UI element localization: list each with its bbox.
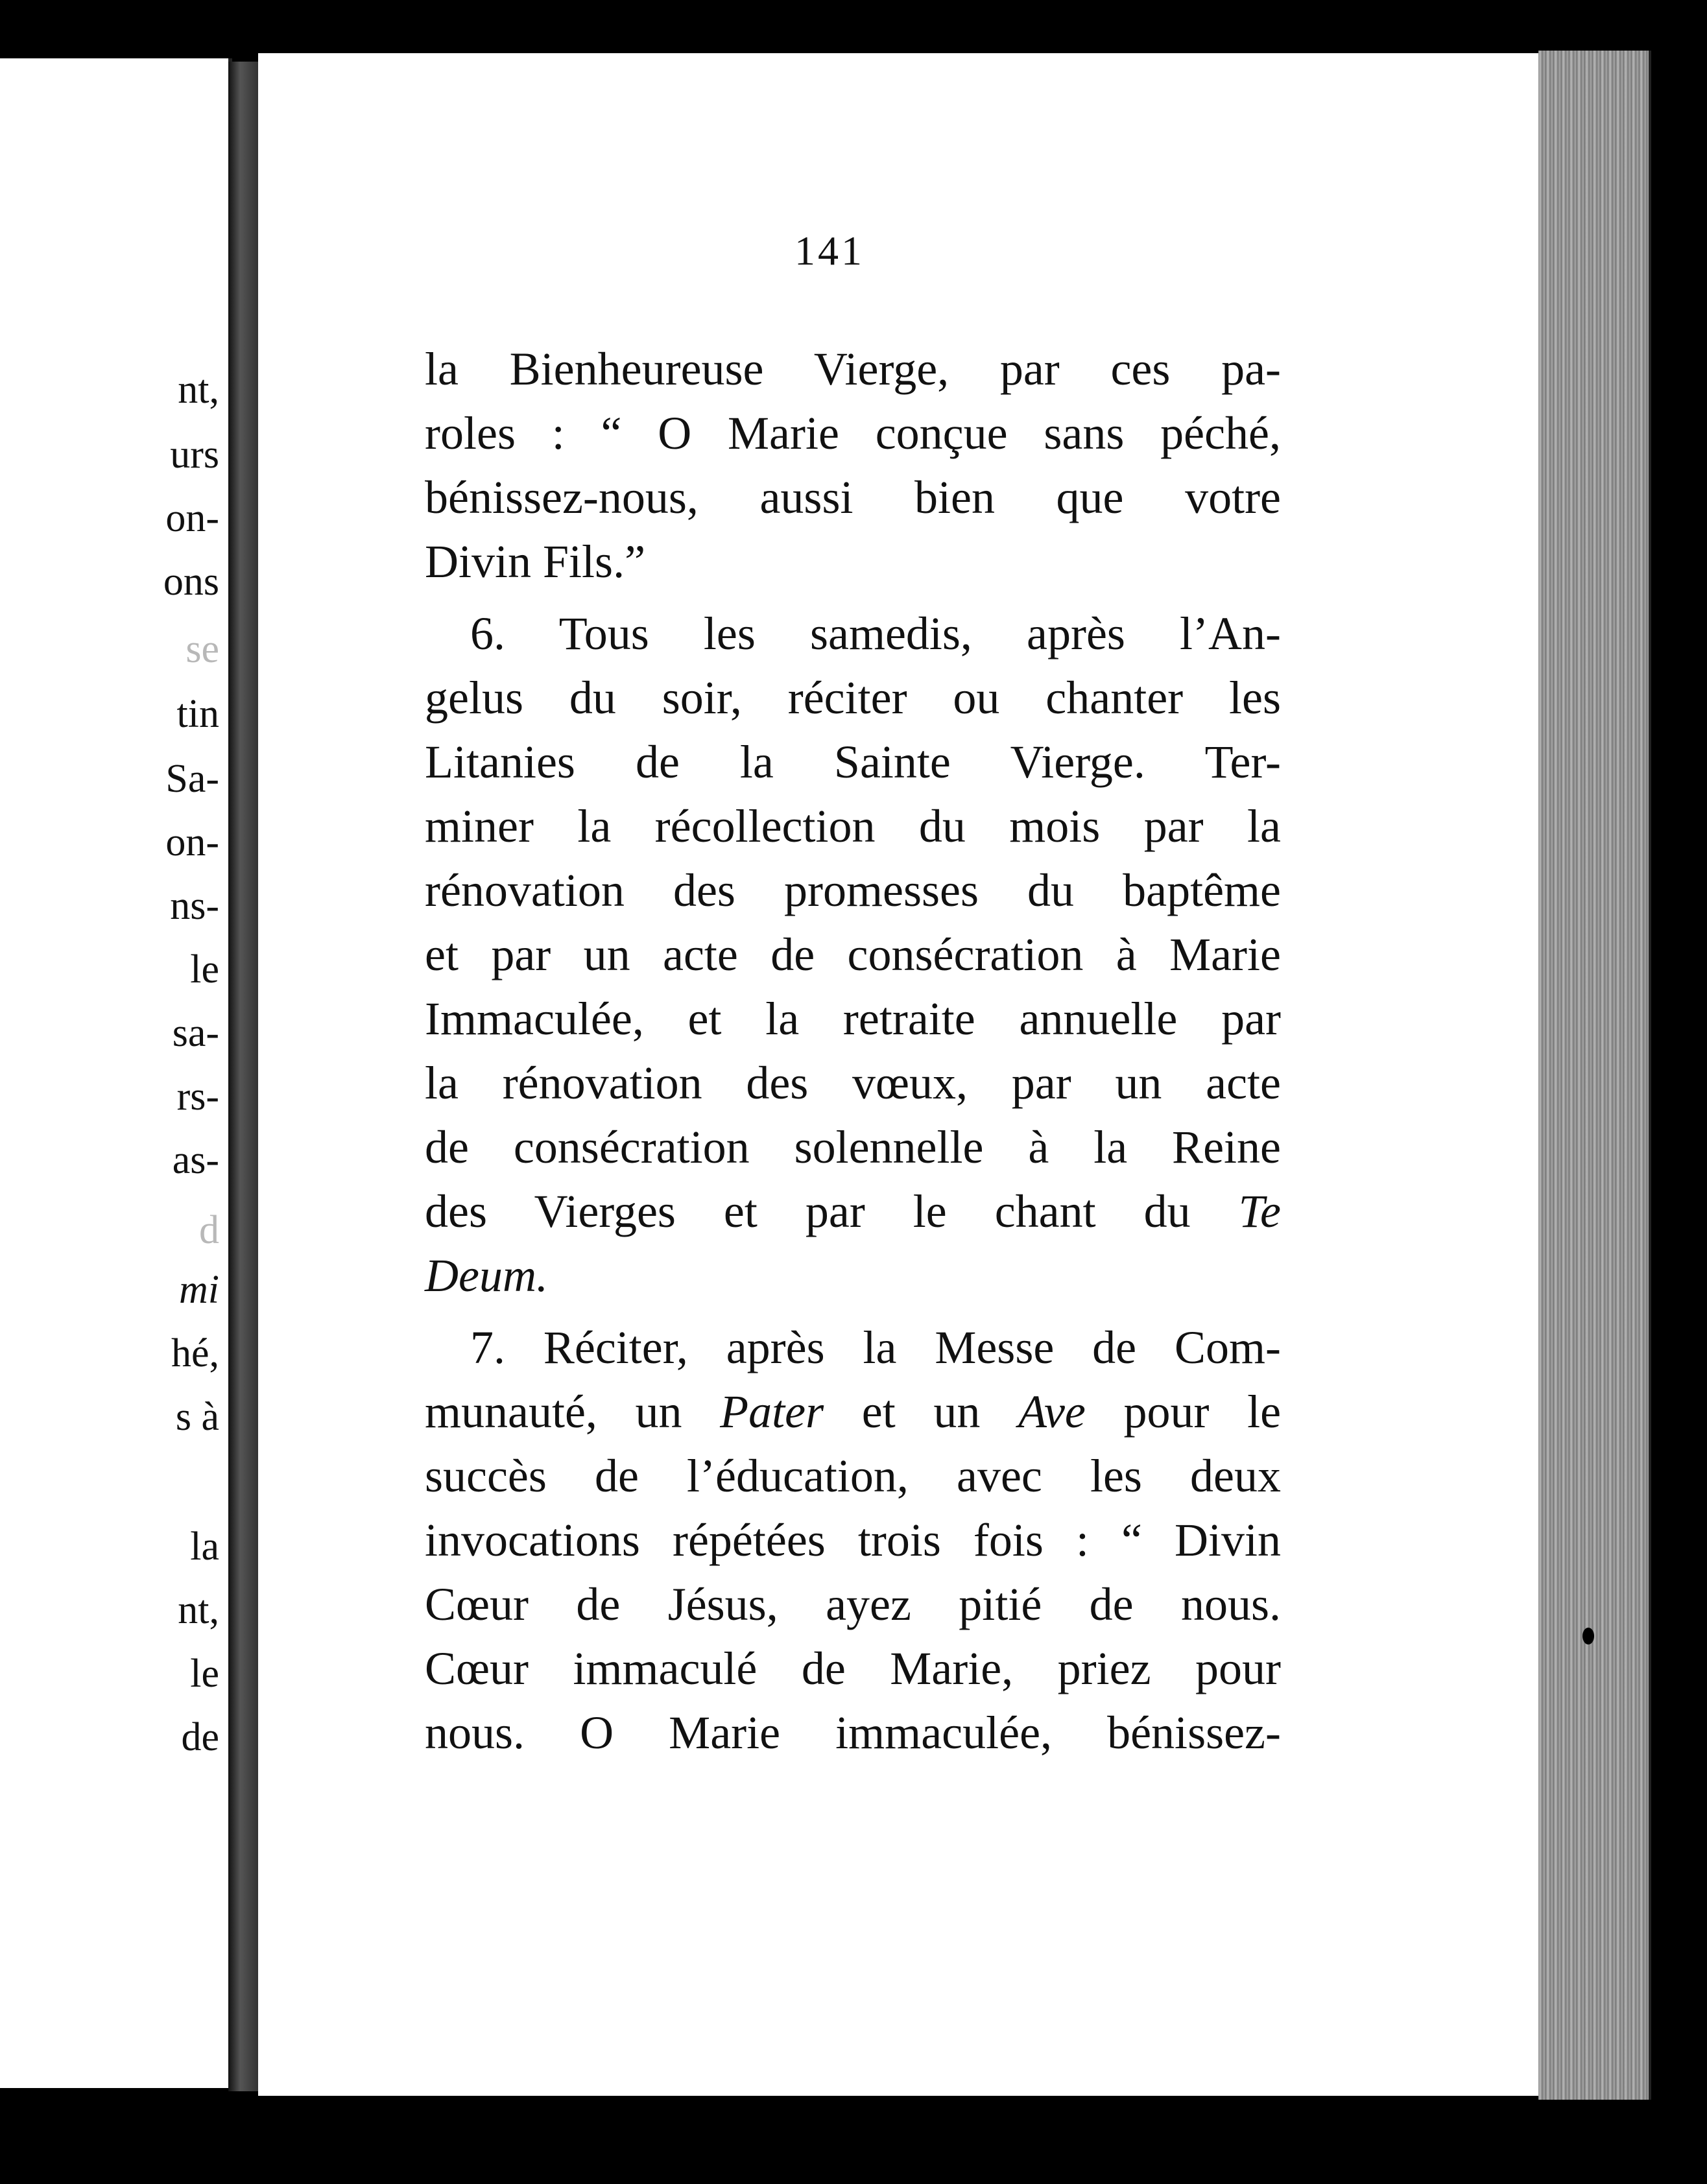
text-line: et par un acte de consécration à Marie xyxy=(425,929,1281,980)
left-page-line: ns- xyxy=(170,884,219,928)
text-line: la Bienheureuse Vierge, par ces pa- xyxy=(425,343,1281,395)
text-line xyxy=(425,1244,1281,1308)
left-page-line: tin xyxy=(176,692,219,736)
book-gutter xyxy=(228,62,258,2091)
text-line: la rénovation des vœux, par un acte xyxy=(425,1057,1281,1109)
text-line: Divin Fils.” xyxy=(425,536,646,588)
left-page-line: de xyxy=(181,1715,219,1759)
left-page-line: le xyxy=(190,1652,219,1696)
left-page-line: urs xyxy=(170,433,219,477)
text-line: roles : “ O Marie conçue sans péché, xyxy=(425,407,1281,459)
left-page-line: on- xyxy=(165,820,219,864)
left-page-line: hé, xyxy=(171,1331,219,1375)
page-number: 141 xyxy=(794,228,865,274)
text-line: invocations répétées trois fois : “ Divin xyxy=(425,1514,1281,1566)
text-line: 6. Tous les samedis, après l’An- xyxy=(470,608,1281,659)
left-page-line: s à xyxy=(175,1395,219,1439)
left-page-line: d xyxy=(199,1208,219,1252)
italic-word: Te xyxy=(1238,1185,1282,1237)
text-line: Cœur immaculé de Marie, priez pour xyxy=(425,1643,1281,1694)
left-page-line: Sa- xyxy=(165,757,219,801)
text-fragment: pour le xyxy=(1123,1386,1282,1438)
left-page-line: as- xyxy=(172,1138,219,1182)
left-page-line: ons xyxy=(163,560,219,604)
edge-mark xyxy=(1582,1628,1594,1644)
text-fragment: des Vierges et par le chant du xyxy=(425,1185,1191,1237)
left-page-line: mi xyxy=(179,1268,219,1312)
text-line: gelus du soir, réciter ou chanter les xyxy=(425,672,1281,724)
text-line: succès de l’éducation, avec les deux xyxy=(425,1450,1281,1502)
left-page-line: on- xyxy=(165,496,219,540)
text-line: miner la récollection du mois par la xyxy=(425,800,1281,852)
page-body-text xyxy=(425,337,1281,1765)
text-line: Immaculée, et la retraite annuelle par xyxy=(425,993,1281,1045)
text-line: Litanies de la Sainte Vierge. Ter- xyxy=(425,736,1281,788)
text-line xyxy=(425,1380,1281,1444)
text-line: nous. O Marie immaculée, bénissez- xyxy=(425,1707,1281,1759)
left-page-line: rs- xyxy=(176,1074,219,1119)
text-fragment: et un xyxy=(861,1386,981,1438)
text-line xyxy=(425,1180,1281,1244)
italic-word: Deum. xyxy=(425,1250,548,1301)
left-page-line: sa- xyxy=(172,1011,219,1055)
text-line: rénovation des promesses du baptême xyxy=(425,864,1281,916)
book-fore-edge xyxy=(1538,51,1651,2100)
text-line: de consécration solennelle à la Reine xyxy=(425,1121,1281,1173)
text-line: Cœur de Jésus, ayez pitié de nous. xyxy=(425,1578,1281,1630)
text-fragment: munauté, un xyxy=(425,1386,682,1438)
left-page-line: se xyxy=(185,627,219,671)
left-page-line: nt, xyxy=(178,368,219,412)
left-page-line: le xyxy=(190,947,219,991)
italic-word: Ave xyxy=(1018,1386,1086,1438)
left-page xyxy=(0,58,232,2088)
left-page-line: la xyxy=(190,1525,219,1569)
text-line: 7. Réciter, après la Messe de Com- xyxy=(470,1322,1281,1373)
left-page-line: nt, xyxy=(178,1588,219,1632)
text-line: bénissez-nous, aussi bien que votre xyxy=(425,471,1281,523)
italic-word: Pater xyxy=(720,1386,824,1438)
